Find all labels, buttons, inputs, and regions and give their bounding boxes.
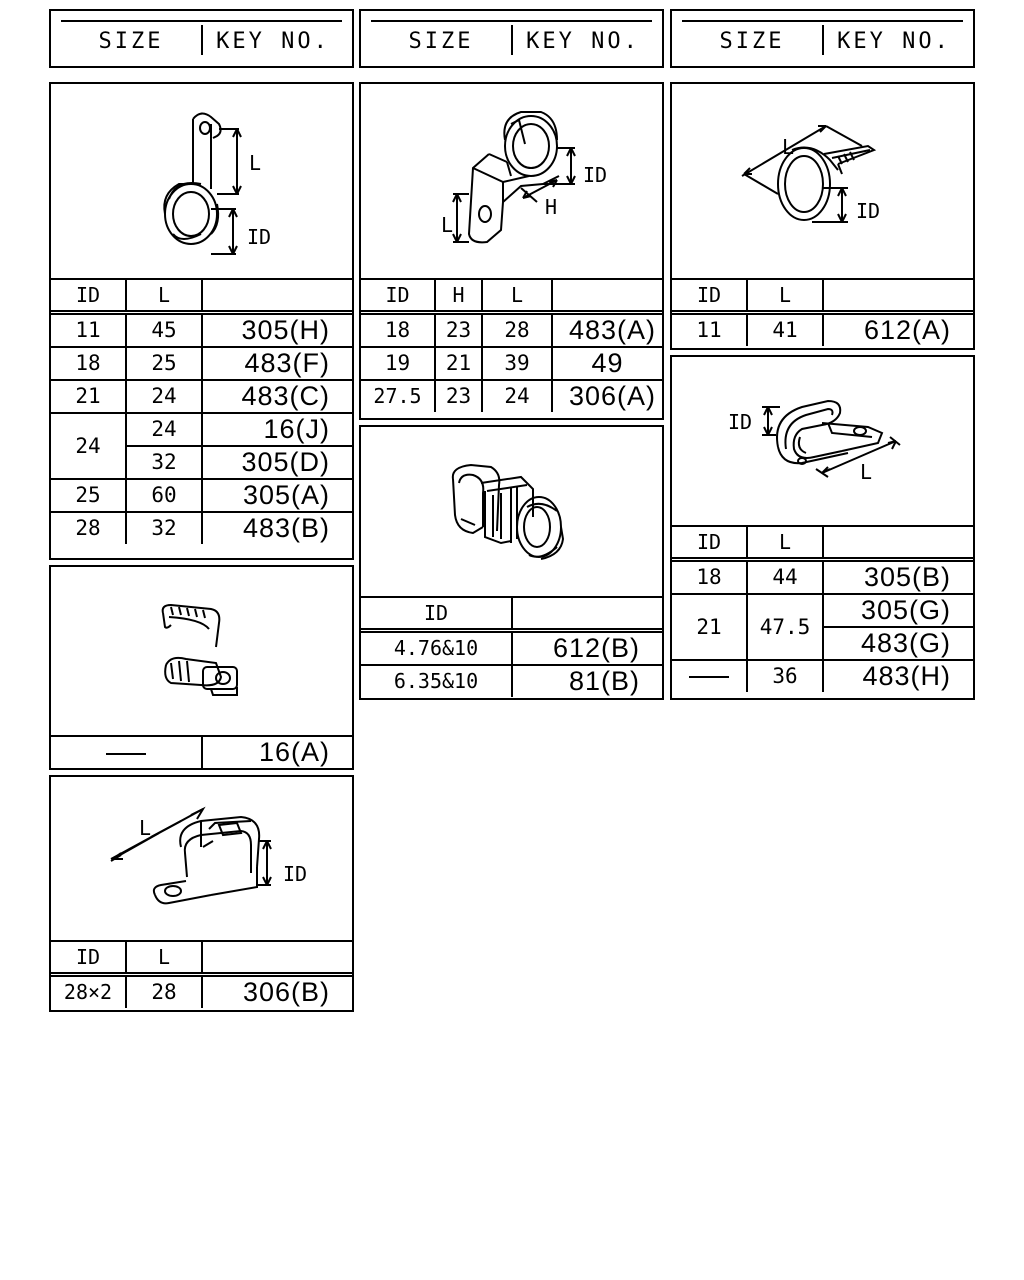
cell-key: 612(B) xyxy=(512,630,662,665)
col-key-header xyxy=(823,526,973,559)
clip-e-table xyxy=(361,596,662,697)
table-row xyxy=(361,380,662,412)
header-key-label: KEY NO. xyxy=(216,28,330,54)
col-id-header: ID xyxy=(361,597,512,630)
header-size-label: SIZE xyxy=(719,28,785,54)
clip-d-drawing xyxy=(361,84,662,280)
col-l-header: L xyxy=(747,526,823,559)
table-row xyxy=(51,312,352,347)
cell-key: 305(D) xyxy=(202,446,352,479)
band-clip-illustration xyxy=(672,357,973,527)
dim-h-label: H xyxy=(545,195,558,219)
cell-id xyxy=(51,736,202,768)
cell-l: 32 xyxy=(126,512,202,544)
table-row xyxy=(361,630,662,665)
clip-f-panel xyxy=(670,82,975,350)
cell-l: 24 xyxy=(126,413,202,446)
table-row xyxy=(361,312,662,347)
dim-l-label: L xyxy=(860,460,873,484)
dim-l-label: L xyxy=(139,816,152,840)
cell-key: 81(B) xyxy=(512,665,662,697)
p-clip-illustration xyxy=(51,84,352,280)
double-clip-illustration xyxy=(361,427,662,597)
cell-id: 28×2 xyxy=(51,974,126,1008)
cell-l: 32 xyxy=(126,446,202,479)
cell-key: 305(H) xyxy=(202,312,352,347)
clip-g-table xyxy=(672,525,973,692)
cell-key: 483(H) xyxy=(823,660,973,692)
header-key-label: KEY NO. xyxy=(837,28,951,54)
clip-b-table xyxy=(51,735,352,768)
cell-key: 483(C) xyxy=(202,380,352,413)
dash-mark xyxy=(689,676,729,678)
table-row xyxy=(672,312,973,346)
plastic-clip-illustration xyxy=(51,567,352,735)
header-col2 xyxy=(359,9,664,68)
cell-id: 19 xyxy=(361,347,435,380)
bracket-clip-illustration xyxy=(361,84,662,280)
dim-id-label: ID xyxy=(247,225,272,249)
cell-key: 305(B) xyxy=(823,559,973,594)
table-row xyxy=(672,559,973,594)
col-l-header: L xyxy=(747,279,823,312)
clip-g-drawing xyxy=(672,357,973,527)
cell-h: 23 xyxy=(435,312,482,347)
dim-id-label: ID xyxy=(583,163,608,187)
clip-f-drawing xyxy=(672,84,973,280)
cell-key: 305(G) xyxy=(823,594,973,627)
cell-id: 21 xyxy=(672,594,747,660)
cell-l: 44 xyxy=(747,559,823,594)
table-row xyxy=(51,736,352,768)
cell-id: 24 xyxy=(51,413,126,479)
cell-key: 612(A) xyxy=(823,312,973,346)
table-row xyxy=(672,594,973,627)
cell-key: 49 xyxy=(552,347,662,380)
dim-l-label: L xyxy=(441,213,454,237)
cell-id: 11 xyxy=(672,312,747,346)
cell-id: 28 xyxy=(51,512,126,544)
dash-mark xyxy=(106,753,146,755)
clip-b-drawing xyxy=(51,567,352,735)
cell-id: 18 xyxy=(361,312,435,347)
clip-b-panel xyxy=(49,565,354,770)
cell-l: 24 xyxy=(126,380,202,413)
clip-d-table xyxy=(361,278,662,412)
cell-l: 25 xyxy=(126,347,202,380)
cell-key: 483(F) xyxy=(202,347,352,380)
cell-l: 28 xyxy=(126,974,202,1008)
clip-e-drawing xyxy=(361,427,662,597)
cell-id: 6.35&10 xyxy=(361,665,512,697)
col-id-header: ID xyxy=(51,279,126,312)
dim-l-label: L xyxy=(782,135,795,159)
table-row xyxy=(51,347,352,380)
col-key-header xyxy=(202,279,352,312)
cell-l: 47.5 xyxy=(747,594,823,660)
cell-key: 483(G) xyxy=(823,627,973,660)
clip-d-panel xyxy=(359,82,664,420)
cell-id xyxy=(672,660,747,692)
ring-clip-illustration xyxy=(672,84,973,280)
clip-g-panel xyxy=(670,355,975,700)
cell-id: 18 xyxy=(51,347,126,380)
col-key-header xyxy=(823,279,973,312)
cell-l: 41 xyxy=(747,312,823,346)
col-l-header: L xyxy=(482,279,552,312)
col-key-header xyxy=(202,941,352,974)
header-col3 xyxy=(670,9,975,68)
col-key-header xyxy=(552,279,662,312)
header-key-label: KEY NO. xyxy=(526,28,640,54)
col-id-header: ID xyxy=(361,279,435,312)
cell-h: 23 xyxy=(435,380,482,412)
cell-key: 306(B) xyxy=(202,974,352,1008)
dim-id-label: ID xyxy=(283,862,308,886)
table-row xyxy=(51,512,352,544)
dim-l-label: L xyxy=(249,151,262,175)
cell-id: 27.5 xyxy=(361,380,435,412)
clip-a-drawing xyxy=(51,84,352,280)
cell-l: 24 xyxy=(482,380,552,412)
cell-key: 483(A) xyxy=(552,312,662,347)
cell-id: 18 xyxy=(672,559,747,594)
cell-key: 16(J) xyxy=(202,413,352,446)
cell-id: 4.76&10 xyxy=(361,630,512,665)
col-l-header: L xyxy=(126,941,202,974)
cell-key: 306(A) xyxy=(552,380,662,412)
cell-key: 305(A) xyxy=(202,479,352,512)
clip-c-panel xyxy=(49,775,354,1012)
col-h-header: H xyxy=(435,279,482,312)
col-l-header: L xyxy=(126,279,202,312)
cell-h: 21 xyxy=(435,347,482,380)
cell-l: 45 xyxy=(126,312,202,347)
table-row xyxy=(51,380,352,413)
cell-l: 36 xyxy=(747,660,823,692)
dim-id-label: ID xyxy=(728,410,753,434)
col-key-header xyxy=(512,597,662,630)
header-col1 xyxy=(49,9,354,68)
cell-id: 21 xyxy=(51,380,126,413)
col-id-header: ID xyxy=(672,526,747,559)
header-size-label: SIZE xyxy=(98,28,164,54)
table-row xyxy=(361,347,662,380)
clip-a-table xyxy=(51,278,352,544)
clip-c-drawing xyxy=(51,777,352,942)
clip-e-panel xyxy=(359,425,664,700)
table-row xyxy=(51,974,352,1008)
dim-id-label: ID xyxy=(856,199,881,223)
col-id-header: ID xyxy=(672,279,747,312)
clip-a-panel xyxy=(49,82,354,560)
cell-key: 483(B) xyxy=(202,512,352,544)
table-row xyxy=(51,413,352,446)
table-row xyxy=(51,479,352,512)
cell-id: 25 xyxy=(51,479,126,512)
cell-l: 60 xyxy=(126,479,202,512)
clip-c-table xyxy=(51,940,352,1008)
cell-l: 39 xyxy=(482,347,552,380)
cell-id: 11 xyxy=(51,312,126,347)
cell-key: 16(A) xyxy=(202,736,352,768)
col-id-header: ID xyxy=(51,941,126,974)
table-row xyxy=(361,665,662,697)
saddle-clip-illustration xyxy=(51,777,352,942)
clip-f-table xyxy=(672,278,973,346)
table-row xyxy=(672,660,973,692)
cell-l: 28 xyxy=(482,312,552,347)
header-size-label: SIZE xyxy=(408,28,474,54)
